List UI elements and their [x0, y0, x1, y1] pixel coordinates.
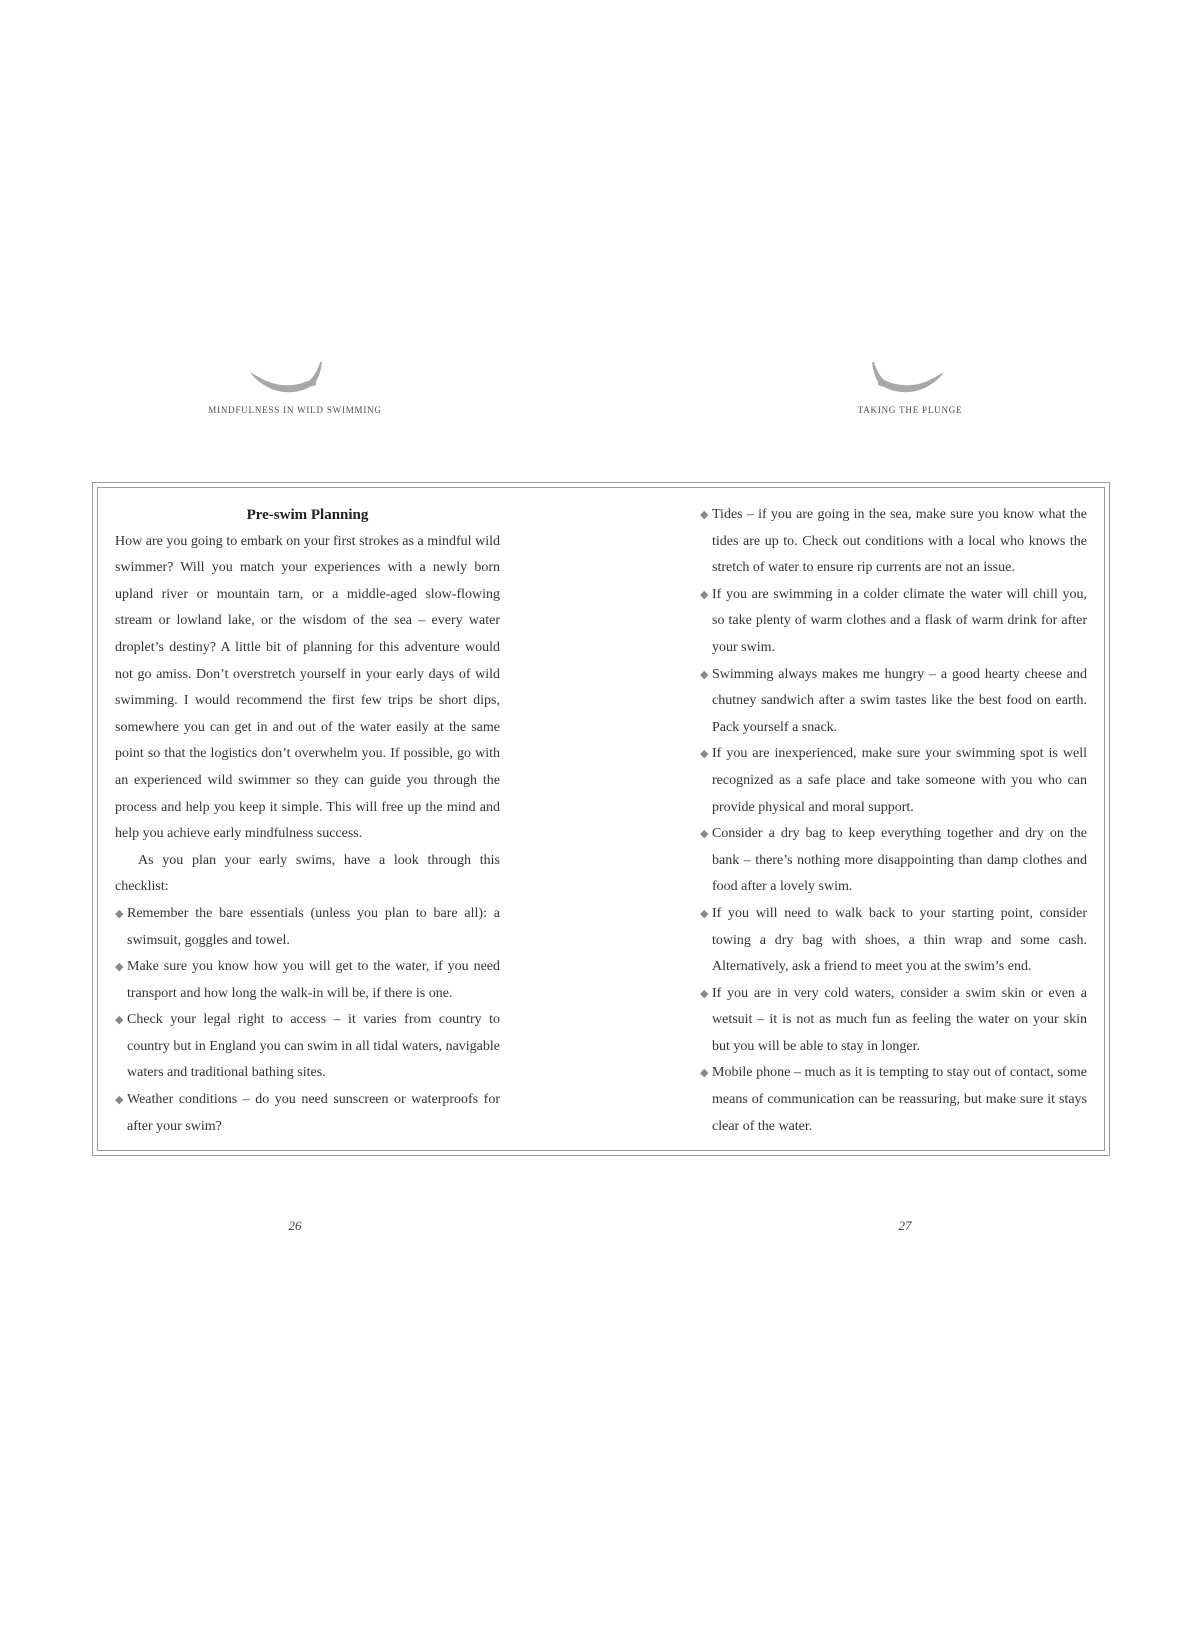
list-item: ◆ Weather conditions – do you need sunscreen or waterproofs for after your swim? — [115, 1092, 500, 1134]
list-item: ◆ If you are inexperienced, make sure your swimming spot is well recognized as a safe place and take someone with you who can provide physical and moral support. — [700, 746, 1087, 815]
checklist-left — [115, 901, 500, 1140]
list-item: ◆ If you are swimming in a colder climate the water will chill you, so take plenty of warm clothes and a flask of warm drink for after your swim. — [700, 586, 1087, 655]
swimmer-silhouette-icon — [866, 358, 946, 398]
section-title: Pre-swim Planning — [246, 507, 369, 523]
list-item: ◆ If you will need to walk back to your starting point, consider towing a dry bag with shoes, a thin wrap and some cash. Alternatively, ask a friend to meet you at the swim’s end. — [700, 905, 1087, 975]
checklist-intro: As you plan your early swims, have a look through this checklist: — [115, 852, 500, 895]
list-item: ◆ Make sure you know how you will get to the water, if you need transport and how long the walk-in will be, if there is one. — [115, 959, 500, 1001]
running-head-left: MINDFULNESS IN WILD SWIMMING — [208, 405, 382, 415]
list-item: ◆ Tides – if you are going in the sea, make sure you know what the tides are up to. Check out conditions with a local who knows the stretch of water to ensure rip currents are not an issue. — [700, 507, 1087, 576]
list-item: ◆ Mobile phone – much as it is tempting to stay out of contact, some means of communication can be reassuring, but make sure it stays clear of the water. — [700, 1065, 1087, 1134]
list-item: ◆ Consider a dry bag to keep everything together and dry on the bank – there’s nothing more disappointing than damp clothes and food after a lovely swim. — [700, 826, 1087, 895]
list-item: ◆ Check your legal right to access – it varies from country to country but in England you can swim in all tidal waters, navigable waters and traditional bathing sites. — [115, 1012, 500, 1081]
page-number-right: 27 — [898, 1218, 912, 1233]
page-number-left: 26 — [288, 1218, 302, 1233]
right-page-column — [700, 502, 1087, 1140]
list-item: ◆ Remember the bare essentials (unless you plan to bare all): a swimsuit, goggles and towel. — [115, 905, 500, 948]
running-head-right: TAKING THE PLUNGE — [857, 405, 963, 415]
intro-paragraph: How are you going to embark on your first strokes as a mindful wild swimmer? Will you match your experiences with a newly born upland river or mountain tarn, or a middle-aged slow-flowing stream or lowland lake, or the wisdom of the sea – every water droplet’s destiny? A little bit of planning for this adventure would not go amiss. Don’t overstretch yourself in your early days of wild swimming. I would recommend the first few trips be short dips, somewhere you can get in and out of the water easily at the same point so that the logistics don’t overwhelm you. If possible, go with an experienced wild swimmer so they can guide you through the process and help you keep it simple. This will free up the mind and help you achieve early mindfulness success. — [115, 533, 500, 842]
left-page-column — [115, 502, 500, 1140]
checklist-right — [700, 502, 1087, 1140]
swimmer-silhouette-icon — [248, 358, 328, 398]
list-item: ◆ If you are in very cold waters, consider a swim skin or even a wetsuit – it is not as much fun as feeling the water on your skin but you will be able to stay in longer. — [700, 985, 1087, 1054]
list-item: ◆ Swimming always makes me hungry – a good hearty cheese and chutney sandwich after a swim tastes like the best food on earth. Pack yourself a snack. — [700, 666, 1087, 735]
